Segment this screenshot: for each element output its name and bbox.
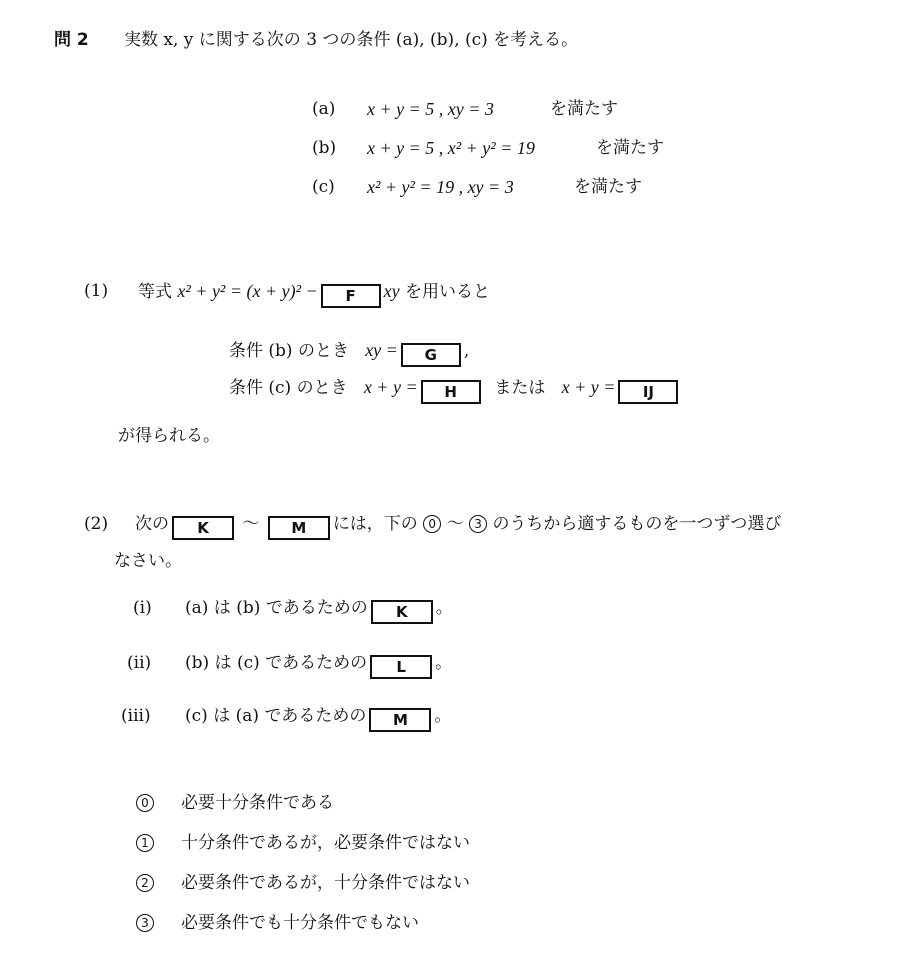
condition-a-tag: (a): [312, 99, 336, 119]
item-iii-number: (iii): [121, 706, 151, 726]
part2-line: [135, 512, 781, 540]
part1-tail: を用いると: [405, 282, 491, 302]
item-iii-text: (c) は (a) であるための: [185, 706, 367, 726]
part1-condition-b-line: [229, 338, 469, 367]
part1-number: (1): [84, 281, 109, 301]
answer-box-ij[interactable]: IJ: [618, 380, 678, 404]
comma: ,: [463, 341, 470, 361]
tilde: 〜: [242, 514, 260, 534]
condition-c-expr: x² + y² = 19 , xy = 3: [367, 177, 514, 197]
answer-box-m-item[interactable]: M: [369, 708, 431, 732]
answer-box-f[interactable]: F: [321, 284, 381, 308]
or-text: または: [494, 378, 546, 398]
part2-number: (2): [84, 514, 109, 534]
condition-c-suffix: を満たす: [574, 177, 642, 197]
part2-lead: 次の: [135, 514, 169, 534]
condition-c-tag: (c): [312, 177, 335, 197]
problem-intro: 実数 x, y に関する次の 3 つの条件 (a), (b), (c) を考える。: [124, 30, 579, 50]
part1-closing: が得られる。: [118, 426, 220, 446]
sum-equals-1: x + y =: [363, 377, 418, 397]
item-ii-number: (ii): [127, 653, 152, 673]
choice-2[interactable]: [136, 871, 470, 895]
choice-0-text: 必要十分条件である: [181, 793, 335, 813]
item-i-period: 。: [435, 598, 453, 618]
condition-a-suffix: を満たす: [550, 99, 618, 119]
choice-3-text: 必要条件でも十分条件でもない: [181, 913, 420, 933]
choice-mark-3-icon: 3: [469, 515, 487, 533]
part2-text1: には，下の: [332, 514, 418, 534]
answer-box-m[interactable]: M: [268, 516, 330, 540]
part2-text3: なさい。: [114, 551, 182, 571]
choice-0[interactable]: [136, 791, 334, 815]
condition-b-label: 条件 (b) のとき: [229, 341, 349, 361]
part1-condition-c-line: [229, 375, 681, 404]
answer-box-l-item[interactable]: L: [370, 655, 432, 679]
condition-a-expr: x + y = 5 , xy = 3: [367, 99, 494, 119]
item-ii: [185, 651, 452, 679]
choice-2-icon: 2: [136, 874, 154, 892]
item-ii-period: 。: [435, 653, 453, 673]
choice-0-icon: 0: [136, 794, 154, 812]
choice-2-text: 必要条件であるが，十分条件ではない: [181, 873, 471, 893]
condition-b-expr: x + y = 5 , x² + y² = 19: [367, 138, 535, 158]
part2-text2: のうちから適するものを一つずつ選び: [492, 514, 782, 534]
problem-label: 問 2: [54, 30, 89, 50]
item-i: [185, 596, 453, 624]
sum-equals-2: x + y =: [561, 377, 616, 397]
identity-expression: x² + y² = (x + y)² −: [177, 281, 318, 301]
item-ii-text: (b) は (c) であるための: [185, 653, 368, 673]
choice-1[interactable]: [136, 831, 470, 855]
answer-box-h[interactable]: H: [421, 380, 481, 404]
item-i-text: (a) は (b) であるための: [185, 598, 368, 618]
item-iii: [185, 704, 451, 732]
answer-box-k[interactable]: K: [172, 516, 234, 540]
identity-xy: xy: [383, 281, 400, 301]
condition-b-tag: (b): [312, 138, 337, 158]
part1-lead: 等式: [138, 282, 172, 302]
choice-mark-0-icon: 0: [423, 515, 441, 533]
condition-c-label: 条件 (c) のとき: [229, 378, 348, 398]
condition-b-suffix: を満たす: [596, 138, 664, 158]
choice-1-icon: 1: [136, 834, 154, 852]
item-iii-period: 。: [434, 706, 452, 726]
choice-3[interactable]: [136, 911, 419, 935]
choice-1-text: 十分条件であるが，必要条件ではない: [181, 833, 471, 853]
answer-box-g[interactable]: G: [401, 343, 461, 367]
item-i-number: (i): [133, 598, 152, 618]
part1-line: [138, 279, 490, 308]
choice-3-icon: 3: [136, 914, 154, 932]
range-tilde: 〜: [446, 514, 464, 534]
xy-equals: xy =: [365, 340, 398, 360]
answer-box-k-item[interactable]: K: [371, 600, 433, 624]
